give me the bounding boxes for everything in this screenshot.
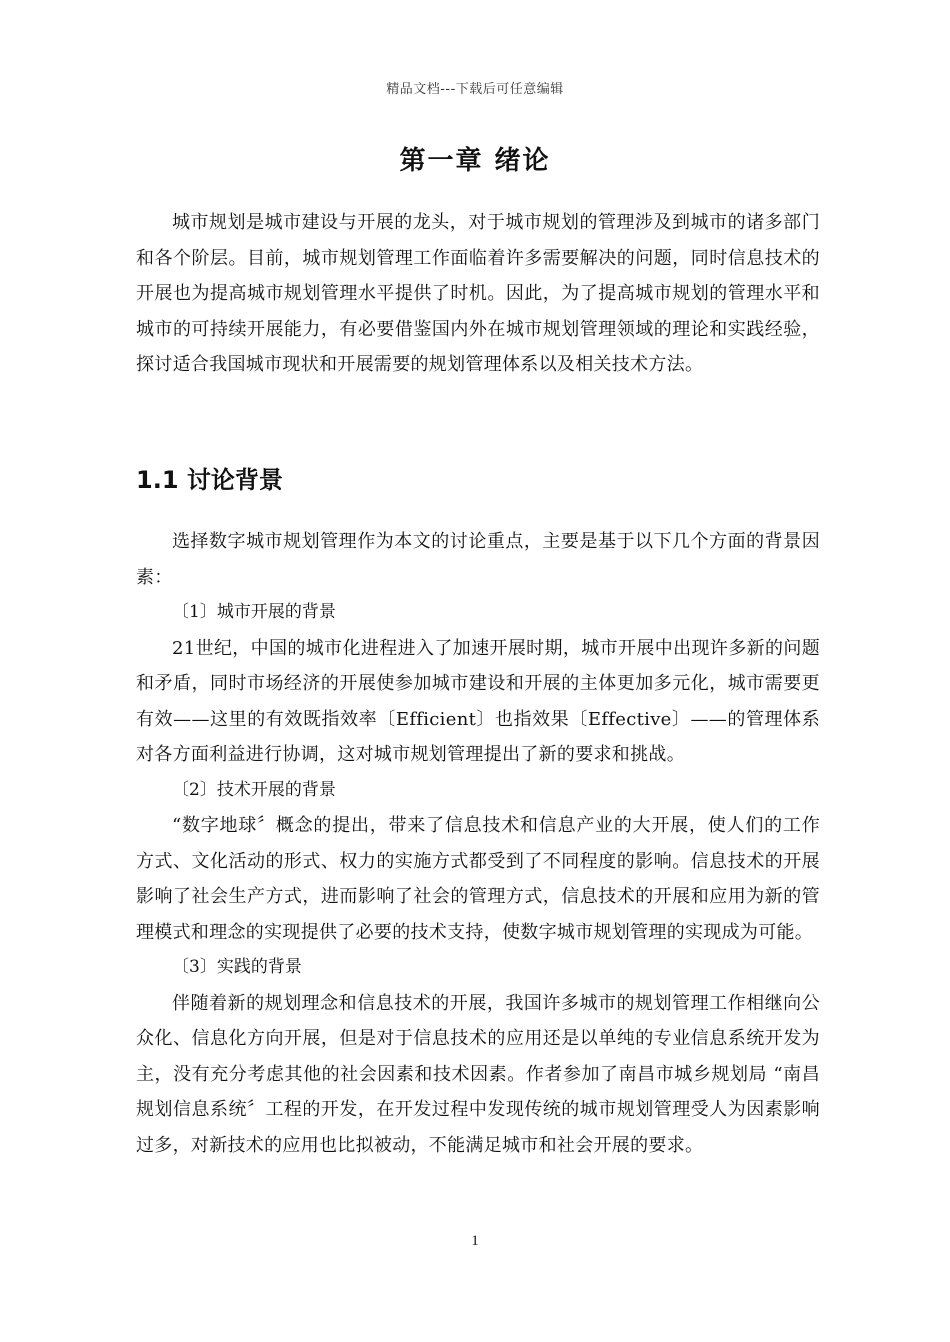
item-paragraph-practice: 伴随着新的规划理念和信息技术的开展，我国许多城市的规划管理工作相继向公众化、信息化方向开展，但是对于信息技术的应用还是以单纯的专业信息系统开发为主，没有充分考虑其他的社会因素和技术因素。作者参加了南昌市城乡规划局 “南昌规划信息系统〞工程的开发，在开发过程中发现传统的城市规划管理受人为因素影响过多，对新技术的应用也比拟被动，不能满足城市和社会开展的要求。 [136,992,820,1156]
item-label-technology: 〔2〕技术开展的背景 [172,779,336,800]
page-header: 精品文档---下载后可任意编辑 [386,82,564,97]
section-title: 1.1 讨论背景 [136,466,283,494]
chapter-intro-paragraph: 城市规划是城市建设与开展的龙头，对于城市规划的管理涉及到城市的诸多部门和各个阶层。目前，城市规划管理工作面临着许多需要解决的问题，同时信息技术的开展也为提高城市规划管理水平提供了时机。因此，为了提高城市规划的管理水平和城市的可持续开展能力，有必要借鉴国内外在城市规划管理领域的理论和实践经验，探讨适合我国城市现状和开展需要的规划管理体系以及相关技术方法。 [136,212,820,375]
chapter-title: 第一章 绪论 [399,146,551,176]
section-intro-paragraph: 选择数字城市规划管理作为本文的讨论重点，主要是基于以下几个方面的背景因素： [136,531,820,588]
chapter-intro-block [136,205,820,383]
section-body [136,524,820,1163]
item-label-urban: 〔1〕城市开展的背景 [172,602,336,622]
item-label-practice: 〔3〕实践的背景 [172,957,302,977]
page-number: 1 [471,1233,479,1249]
item-paragraph-technology: “数字地球〞概念的提出，带来了信息技术和信息产业的大开展，使人们的工作方式、文化活动的形式、权力的实施方式都受到了不同程度的影响。信息技术的开展影响了社会生产方式，进而影响了社会的管理方式，信息技术的开展和应用为新的管理模式和理念的实现提供了必要的技术支持，使数字城市规划管理的实现成为可能。 [136,815,820,943]
item-paragraph-urban: 21世纪，中国的城市化进程进入了加速开展时期，城市开展中出现许多新的问题和矛盾，同时市场经济的开展使参加城市建设和开展的主体更加多元化，城市需要更有效——这里的有效既指效率〔Efficient〕也指效果〔Effective〕——的管理体系对各方面利益进行协调，这对城市规划管理提出了新的要求和挑战。 [136,637,820,765]
